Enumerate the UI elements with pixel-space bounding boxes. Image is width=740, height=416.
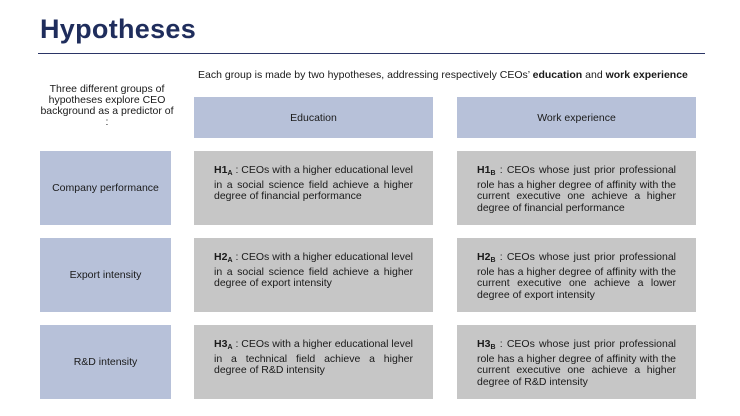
hypothesis-id: $H2_B$: [477, 251, 496, 264]
hypothesis-h2b-cell: [457, 238, 696, 312]
hypothesis-id: $H1_B$: [477, 164, 496, 177]
hypothesis-text: : CEOs whose just prior professional role has a higher degree of affinity with the current executive one achieve a lower degree of export intensity: [477, 251, 676, 301]
intro-work-word: work experience: [605, 69, 688, 81]
row-label-rd-intensity: R&D intensity: [40, 325, 171, 399]
hypothesis-h2a-cell: [194, 238, 433, 312]
hypothesis-text: : CEOs with a higher educational level in a technical field achieve a higher degree of R&D intensity: [214, 338, 413, 376]
column-header-work-experience: Work experience: [457, 97, 696, 138]
hypothesis-h1a-cell: [194, 151, 433, 225]
hypothesis-text: : CEOs with a higher educational level in a social science field achieve a higher degree of financial performance: [214, 164, 413, 202]
intro-text-before: Each group is made by two hypotheses, addressing respectively CEOs’: [198, 69, 530, 81]
intro-education-word: education: [532, 69, 583, 81]
column-header-education: Education: [194, 97, 433, 138]
intro-connector: and: [585, 69, 603, 81]
hypothesis-h3a-cell: [194, 325, 433, 399]
hypothesis-text: : CEOs with a higher educational level in a social science field achieve a higher degree of export intensity: [214, 251, 413, 289]
hypothesis-id: $H1_A$: [214, 164, 233, 177]
hypothesis-id: $H2_A$: [214, 251, 233, 264]
side-note: Three different groups of hypotheses explore CEO background as a predictor of :: [40, 83, 174, 128]
hypothesis-text: : CEOs whose just prior professional role has a higher degree of affinity with the current executive one achieve a higher degree of financial performance: [477, 164, 676, 214]
hypothesis-id: $H3_B$: [477, 338, 496, 351]
row-label-company-performance: Company performance: [40, 151, 171, 225]
hypothesis-text: : CEOs whose just prior professional role has a higher degree of affinity with the current executive one achieve a higher degree of R&D intensity: [477, 338, 676, 388]
title-divider: [38, 53, 705, 54]
page-title: Hypotheses: [40, 14, 197, 44]
intro-text: [198, 69, 708, 81]
row-label-export-intensity: Export intensity: [40, 238, 171, 312]
hypothesis-h3b-cell: [457, 325, 696, 399]
hypothesis-id: $H3_A$: [214, 338, 233, 351]
hypothesis-h1b-cell: [457, 151, 696, 225]
